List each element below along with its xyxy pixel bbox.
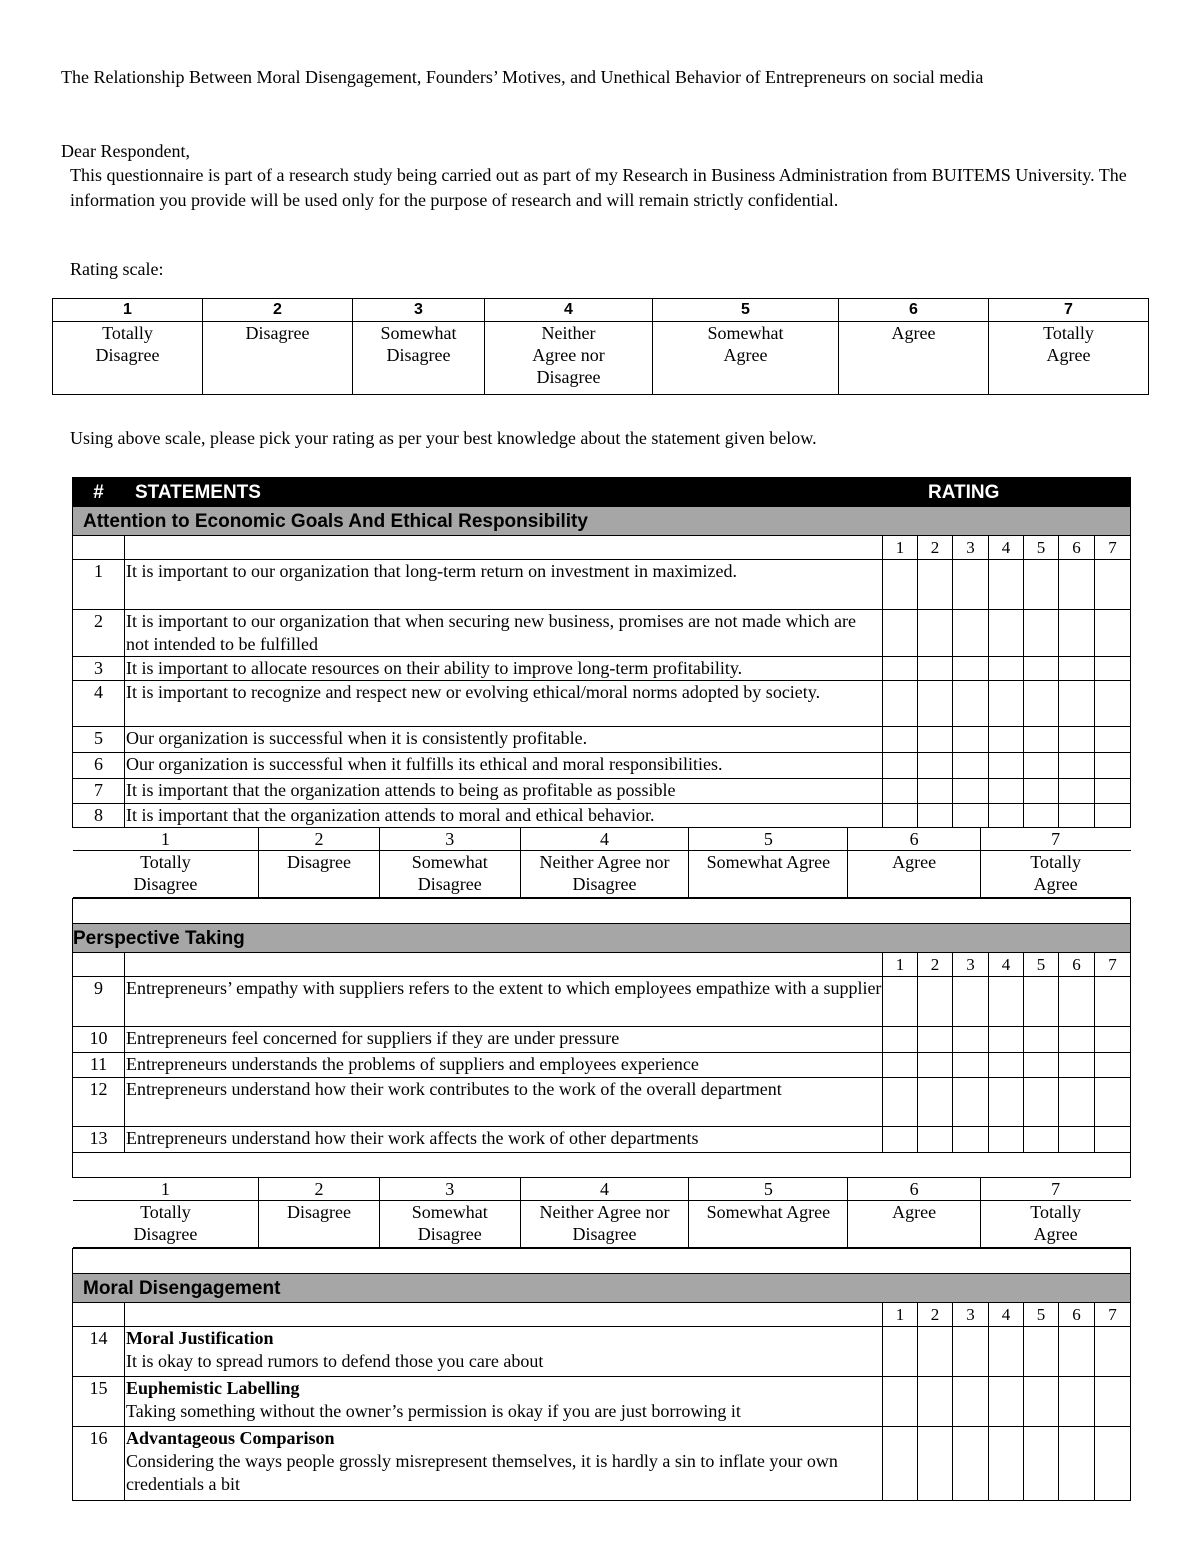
rating-cell-7[interactable]	[1095, 1327, 1131, 1377]
statement-text: It is important to our organization that long-term return on investment in maximized.	[126, 561, 738, 581]
scale-number: 5	[653, 299, 839, 322]
rating-column-header: 2	[918, 953, 953, 977]
rating-cell-5[interactable]	[1024, 779, 1059, 804]
rating-cell-2[interactable]	[918, 1377, 953, 1427]
rating-column-header: 7	[1095, 536, 1131, 560]
rating-cell-1[interactable]	[883, 1078, 918, 1127]
rating-cell-5[interactable]	[1024, 753, 1059, 779]
statement-text: Entrepreneurs’ empathy with suppliers refers to the extent to which employees empathize with a supplier	[126, 978, 882, 998]
statement-text: Our organization is successful when it fulfills its ethical and moral responsibilities.	[126, 754, 723, 774]
statement-cell	[125, 1377, 883, 1427]
inline-scale-label: Neither Agree nor Disagree	[520, 851, 688, 898]
rating-cell-6[interactable]	[1059, 1377, 1095, 1427]
rating-column-header: 7	[1095, 953, 1131, 977]
rating-cell-5[interactable]	[1024, 657, 1059, 681]
statement-text: It is important that the organization attends to being as profitable as possible	[126, 780, 676, 800]
rating-cell-6[interactable]	[1059, 1078, 1095, 1127]
rating-column-header: 3	[953, 953, 989, 977]
survey-title: The Relationship Between Moral Disengagement, Founders’ Motives, and Unethical Behavior of Entrepreneurs on social media	[61, 67, 984, 87]
rating-cell-4[interactable]	[989, 1427, 1024, 1501]
statement-row	[73, 753, 1131, 779]
rating-cell-7[interactable]	[1095, 727, 1131, 753]
rating-cell-1[interactable]	[883, 1377, 918, 1427]
scale-label: Totally Disagree	[53, 322, 203, 395]
rating-cell-6[interactable]	[1059, 1427, 1095, 1501]
rating-cell-5[interactable]	[1024, 1027, 1059, 1053]
rating-scale-label: Rating scale:	[70, 259, 164, 279]
rating-cell-3[interactable]	[953, 753, 989, 779]
scale-label: Disagree	[203, 322, 353, 395]
header-hash: #	[73, 478, 125, 507]
rating-cell-7[interactable]	[1095, 1377, 1131, 1427]
rating-cell-1[interactable]	[883, 1427, 918, 1501]
rating-cell-3[interactable]	[953, 1327, 989, 1377]
rating-cell-3[interactable]	[953, 681, 989, 727]
blank-cell	[73, 536, 125, 560]
statement-number: 2	[73, 610, 125, 657]
statement-text: Entrepreneurs understands the problems of suppliers and employees experience	[126, 1054, 699, 1074]
statement-cell	[125, 1427, 883, 1501]
rating-cell-3[interactable]	[953, 1078, 989, 1127]
statement-cell	[125, 804, 883, 828]
rating-cell-5[interactable]	[1024, 1377, 1059, 1427]
rating-cell-7[interactable]	[1095, 1053, 1131, 1078]
rating-column-header: 4	[989, 953, 1024, 977]
rating-cell-2[interactable]	[918, 977, 953, 1027]
blank-cell	[73, 1303, 125, 1327]
rating-cell-1[interactable]	[883, 977, 918, 1027]
statement-number: 7	[73, 779, 125, 804]
statement-text: Taking something without the owner’s permission is okay if you are just borrowing it	[126, 1401, 741, 1421]
statement-number: 15	[73, 1377, 125, 1427]
inline-scale-label: Totally Agree	[980, 851, 1130, 898]
rating-cell-4[interactable]	[989, 779, 1024, 804]
rating-cell-6[interactable]	[1059, 1027, 1095, 1053]
statement-number: 5	[73, 727, 125, 753]
inline-scale-number: 4	[520, 1178, 688, 1201]
section-title: Attention to Economic Goals And Ethical Responsibility	[73, 507, 1131, 536]
statement-text: It is important that the organization attends to moral and ethical behavior.	[126, 805, 655, 825]
statement-number: 11	[73, 1053, 125, 1078]
rating-cell-2[interactable]	[918, 804, 953, 828]
statement-text: It is important to recognize and respect new or evolving ethical/moral norms adopted by society.	[126, 682, 821, 702]
rating-cell-2[interactable]	[918, 681, 953, 727]
statement-number: 13	[73, 1127, 125, 1153]
rating-column-header: 4	[989, 1303, 1024, 1327]
rating-cell-7[interactable]	[1095, 610, 1131, 657]
blank-cell	[125, 536, 883, 560]
statement-number: 8	[73, 804, 125, 828]
statement-row	[73, 977, 1131, 1027]
inline-scale-label: Totally Disagree	[73, 1201, 259, 1248]
rating-cell-4[interactable]	[989, 560, 1024, 610]
rating-cell-2[interactable]	[918, 610, 953, 657]
statement-row	[73, 804, 1131, 828]
rating-cell-1[interactable]	[883, 681, 918, 727]
rating-column-header: 4	[989, 536, 1024, 560]
blank-cell	[125, 1303, 883, 1327]
rating-cell-7[interactable]	[1095, 804, 1131, 828]
statement-row	[73, 560, 1131, 610]
rating-cell-1[interactable]	[883, 1327, 918, 1377]
rating-cell-6[interactable]	[1059, 681, 1095, 727]
statement-number: 3	[73, 657, 125, 681]
inline-scale-label: Agree	[848, 1201, 980, 1248]
statement-heading: Moral Justification	[126, 1328, 274, 1348]
rating-cell-4[interactable]	[989, 753, 1024, 779]
rating-cell-1[interactable]	[883, 1053, 918, 1078]
rating-cell-4[interactable]	[989, 1377, 1024, 1427]
rating-cell-7[interactable]	[1095, 779, 1131, 804]
rating-cell-5[interactable]	[1024, 1327, 1059, 1377]
greeting: Dear Respondent,	[61, 141, 190, 161]
inline-scale-number: 7	[980, 1178, 1130, 1201]
rating-cell-6[interactable]	[1059, 977, 1095, 1027]
inline-scale	[73, 828, 1131, 899]
statement-number: 1	[73, 560, 125, 610]
rating-cell-3[interactable]	[953, 560, 989, 610]
rating-column-header: 5	[1024, 953, 1059, 977]
rating-cell-4[interactable]	[989, 977, 1024, 1027]
scale-label: Somewhat Agree	[653, 322, 839, 395]
statement-row	[73, 727, 1131, 753]
rating-cell-6[interactable]	[1059, 753, 1095, 779]
rating-cell-6[interactable]	[1059, 610, 1095, 657]
rating-cell-2[interactable]	[918, 779, 953, 804]
rating-cell-7[interactable]	[1095, 657, 1131, 681]
rating-cell-7[interactable]	[1095, 1078, 1131, 1127]
inline-scale-number: 3	[379, 1178, 520, 1201]
inline-scale-number: 3	[379, 828, 520, 851]
instruction-text: Using above scale, please pick your rating as per your best knowledge about the statement given below.	[70, 428, 817, 448]
statement-row	[73, 1027, 1131, 1053]
statement-cell	[125, 610, 883, 657]
statement-row	[73, 1377, 1131, 1427]
statement-row	[73, 779, 1131, 804]
inline-scale-number: 2	[259, 1178, 379, 1201]
blank-cell	[73, 953, 125, 977]
rating-column-header: 5	[1024, 1303, 1059, 1327]
rating-cell-1[interactable]	[883, 560, 918, 610]
rating-cell-6[interactable]	[1059, 804, 1095, 828]
rating-cell-6[interactable]	[1059, 727, 1095, 753]
scale-label: Neither Agree nor Disagree	[485, 322, 653, 395]
rating-cell-2[interactable]	[918, 1053, 953, 1078]
rating-cell-3[interactable]	[953, 1427, 989, 1501]
rating-cell-1[interactable]	[883, 657, 918, 681]
statement-heading: Advantageous Comparison	[126, 1428, 335, 1448]
rating-cell-2[interactable]	[918, 753, 953, 779]
rating-cell-3[interactable]	[953, 779, 989, 804]
rating-cell-6[interactable]	[1059, 1053, 1095, 1078]
scale-number: 4	[485, 299, 653, 322]
rating-cell-5[interactable]	[1024, 804, 1059, 828]
rating-cell-1[interactable]	[883, 804, 918, 828]
statement-row	[73, 1078, 1131, 1127]
inline-scale-number: 7	[980, 828, 1130, 851]
rating-cell-3[interactable]	[953, 657, 989, 681]
rating-cell-4[interactable]	[989, 1327, 1024, 1377]
rating-cell-5[interactable]	[1024, 1078, 1059, 1127]
inline-scale-number: 6	[848, 1178, 980, 1201]
rating-cell-3[interactable]	[953, 1053, 989, 1078]
inline-scale-label: Somewhat Disagree	[379, 851, 520, 898]
statement-number: 6	[73, 753, 125, 779]
rating-cell-5[interactable]	[1024, 1427, 1059, 1501]
rating-cell-2[interactable]	[918, 560, 953, 610]
rating-cell-3[interactable]	[953, 1127, 989, 1153]
statement-cell	[125, 1327, 883, 1377]
statement-row	[73, 1427, 1131, 1501]
statement-row	[73, 1127, 1131, 1153]
statement-cell	[125, 977, 883, 1027]
statement-number: 10	[73, 1027, 125, 1053]
rating-cell-4[interactable]	[989, 1053, 1024, 1078]
inline-scale-number: 1	[73, 828, 259, 851]
rating-cell-3[interactable]	[953, 727, 989, 753]
inline-scale-number: 1	[73, 1178, 259, 1201]
inline-scale-label: Disagree	[259, 851, 379, 898]
inline-scale	[73, 1178, 1131, 1249]
rating-cell-4[interactable]	[989, 681, 1024, 727]
statement-heading: Euphemistic Labelling	[126, 1378, 300, 1398]
statement-cell	[125, 1027, 883, 1053]
rating-cell-7[interactable]	[1095, 1027, 1131, 1053]
inline-scale-number: 5	[689, 1178, 848, 1201]
rating-cell-2[interactable]	[918, 1127, 953, 1153]
rating-cell-7[interactable]	[1095, 977, 1131, 1027]
statement-row	[73, 1327, 1131, 1377]
statement-row	[73, 681, 1131, 727]
scale-number: 3	[353, 299, 485, 322]
statement-cell	[125, 1078, 883, 1127]
rating-cell-3[interactable]	[953, 804, 989, 828]
scale-number: 7	[989, 299, 1149, 322]
statement-row	[73, 657, 1131, 681]
statement-cell	[125, 681, 883, 727]
rating-cell-7[interactable]	[1095, 753, 1131, 779]
statement-text: Entrepreneurs understand how their work affects the work of other departments	[126, 1128, 699, 1148]
scale-label: Agree	[839, 322, 989, 395]
questionnaire-table	[72, 477, 1131, 1501]
rating-cell-6[interactable]	[1059, 1127, 1095, 1153]
inline-scale-number: 6	[848, 828, 980, 851]
statement-row	[73, 1053, 1131, 1078]
rating-cell-1[interactable]	[883, 753, 918, 779]
statement-text: Entrepreneurs understand how their work contributes to the work of the overall department	[126, 1079, 782, 1099]
rating-cell-5[interactable]	[1024, 1053, 1059, 1078]
rating-column-header: 3	[953, 1303, 989, 1327]
header-statements: STATEMENTS	[125, 478, 883, 507]
rating-cell-2[interactable]	[918, 1327, 953, 1377]
statement-number: 14	[73, 1327, 125, 1377]
rating-column-header: 2	[918, 1303, 953, 1327]
rating-column-header: 6	[1059, 953, 1095, 977]
inline-scale-label: Neither Agree nor Disagree	[520, 1201, 688, 1248]
rating-cell-3[interactable]	[953, 610, 989, 657]
inline-scale-label: Totally Agree	[980, 1201, 1130, 1248]
statement-number: 16	[73, 1427, 125, 1501]
rating-cell-2[interactable]	[918, 1027, 953, 1053]
rating-cell-6[interactable]	[1059, 779, 1095, 804]
statement-cell	[125, 727, 883, 753]
inline-scale-number: 5	[689, 828, 848, 851]
statement-text: Our organization is successful when it is consistently profitable.	[126, 728, 588, 748]
rating-cell-1[interactable]	[883, 610, 918, 657]
inline-scale-label: Agree	[848, 851, 980, 898]
rating-cell-2[interactable]	[918, 657, 953, 681]
rating-column-header: 1	[883, 1303, 918, 1327]
rating-cell-1[interactable]	[883, 779, 918, 804]
statement-cell	[125, 657, 883, 681]
rating-column-header: 1	[883, 953, 918, 977]
inline-scale-number: 2	[259, 828, 379, 851]
statement-text: Considering the ways people grossly misrepresent themselves, it is hardly a sin to inflate your own credentials a bit	[126, 1451, 838, 1494]
statement-cell	[125, 1053, 883, 1078]
rating-cell-2[interactable]	[918, 727, 953, 753]
section-title: Moral Disengagement	[73, 1274, 1131, 1303]
rating-cell-5[interactable]	[1024, 610, 1059, 657]
rating-cell-5[interactable]	[1024, 727, 1059, 753]
statement-row	[73, 610, 1131, 657]
blank-cell	[125, 953, 883, 977]
header-rating: RATING	[883, 478, 1131, 507]
statement-text: It is important to allocate resources on their ability to improve long-term profitability.	[126, 658, 743, 678]
rating-column-header: 5	[1024, 536, 1059, 560]
rating-cell-7[interactable]	[1095, 681, 1131, 727]
rating-cell-4[interactable]	[989, 610, 1024, 657]
rating-cell-5[interactable]	[1024, 977, 1059, 1027]
inline-scale-label: Disagree	[259, 1201, 379, 1248]
intro-paragraph: This questionnaire is part of a research study being carried out as part of my Research in Business Administration from BUITEMS University. The information you provide will be used only for the purpose of research and will remain strictly confidential.	[70, 165, 1127, 210]
statement-text: It is okay to spread rumors to defend those you care about	[126, 1351, 544, 1371]
statement-text: Entrepreneurs feel concerned for suppliers if they are under pressure	[126, 1028, 620, 1048]
rating-cell-4[interactable]	[989, 1078, 1024, 1127]
statement-number: 9	[73, 977, 125, 1027]
rating-cell-3[interactable]	[953, 977, 989, 1027]
rating-column-header: 7	[1095, 1303, 1131, 1327]
rating-cell-7[interactable]	[1095, 560, 1131, 610]
scale-label: Totally Agree	[989, 322, 1149, 395]
rating-cell-5[interactable]	[1024, 1127, 1059, 1153]
rating-scale-table	[52, 298, 1149, 395]
statement-cell	[125, 779, 883, 804]
scale-number: 6	[839, 299, 989, 322]
rating-cell-3[interactable]	[953, 1027, 989, 1053]
rating-cell-5[interactable]	[1024, 681, 1059, 727]
statement-text: It is important to our organization that when securing new business, promises are not made which are not intended to be fulfilled	[126, 611, 856, 654]
rating-cell-1[interactable]	[883, 1027, 918, 1053]
scale-number: 1	[53, 299, 203, 322]
rating-cell-4[interactable]	[989, 804, 1024, 828]
rating-cell-6[interactable]	[1059, 1327, 1095, 1377]
section-title: Perspective Taking	[73, 924, 1131, 953]
statement-cell	[125, 753, 883, 779]
rating-cell-4[interactable]	[989, 727, 1024, 753]
spacer-row	[73, 899, 1131, 924]
spacer-row	[73, 1153, 1131, 1178]
inline-scale-number: 4	[520, 828, 688, 851]
rating-cell-4[interactable]	[989, 1127, 1024, 1153]
inline-scale-label: Somewhat Agree	[689, 851, 848, 898]
rating-cell-7[interactable]	[1095, 1427, 1131, 1501]
scale-number: 2	[203, 299, 353, 322]
rating-column-header: 2	[918, 536, 953, 560]
scale-label: Somewhat Disagree	[353, 322, 485, 395]
rating-cell-5[interactable]	[1024, 560, 1059, 610]
inline-scale-label: Somewhat Agree	[689, 1201, 848, 1248]
rating-column-header: 6	[1059, 536, 1095, 560]
inline-scale-label: Somewhat Disagree	[379, 1201, 520, 1248]
inline-scale-label: Totally Disagree	[73, 851, 259, 898]
statement-number: 4	[73, 681, 125, 727]
rating-cell-4[interactable]	[989, 1027, 1024, 1053]
rating-cell-6[interactable]	[1059, 560, 1095, 610]
rating-cell-2[interactable]	[918, 1427, 953, 1501]
spacer-row	[73, 1249, 1131, 1274]
rating-cell-1[interactable]	[883, 1127, 918, 1153]
rating-column-header: 6	[1059, 1303, 1095, 1327]
rating-column-header: 3	[953, 536, 989, 560]
statement-cell	[125, 1127, 883, 1153]
statement-number: 12	[73, 1078, 125, 1127]
rating-cell-4[interactable]	[989, 657, 1024, 681]
statement-cell	[125, 560, 883, 610]
rating-cell-3[interactable]	[953, 1377, 989, 1427]
rating-column-header: 1	[883, 536, 918, 560]
rating-cell-2[interactable]	[918, 1078, 953, 1127]
rating-cell-6[interactable]	[1059, 657, 1095, 681]
rating-cell-1[interactable]	[883, 727, 918, 753]
rating-cell-7[interactable]	[1095, 1127, 1131, 1153]
